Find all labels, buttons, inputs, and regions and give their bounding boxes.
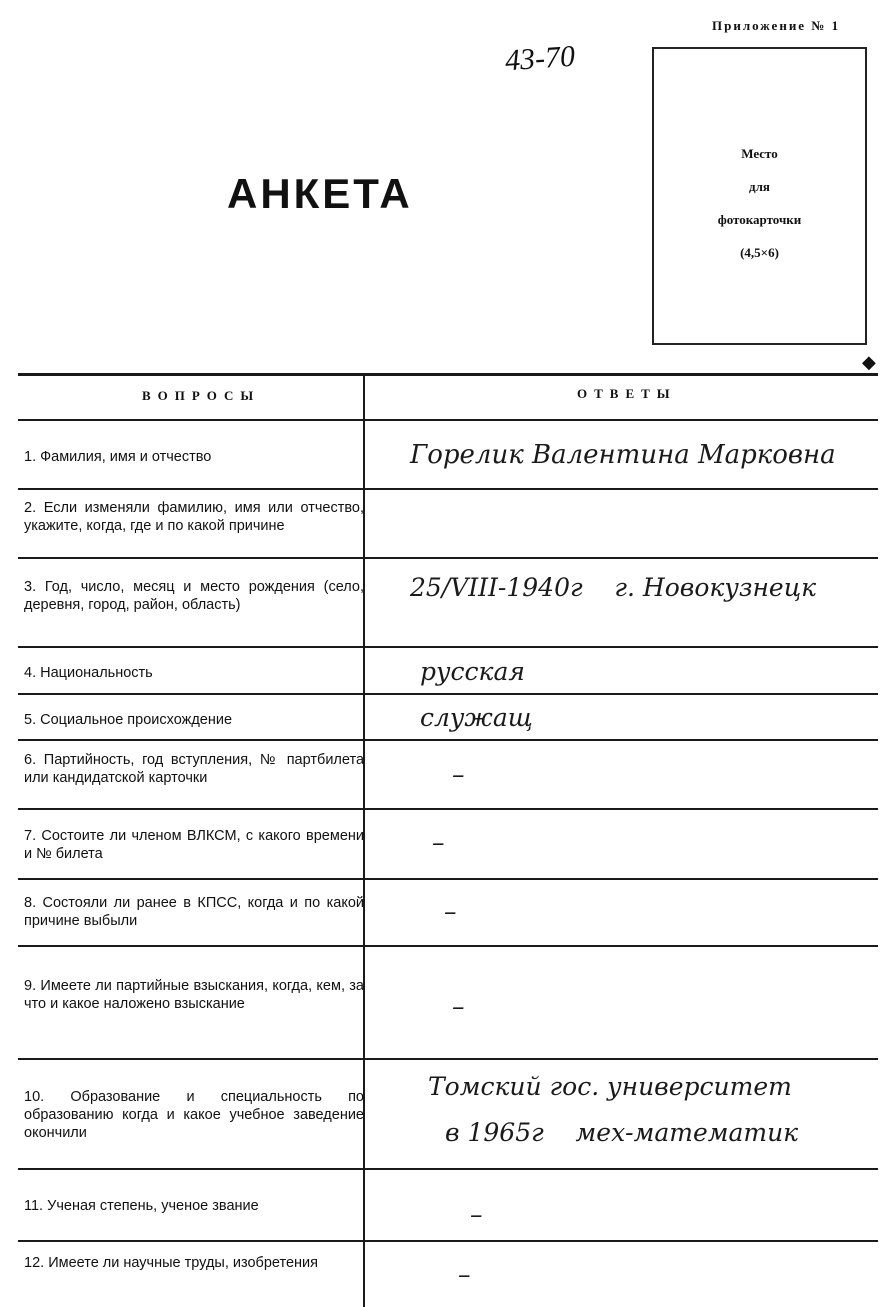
photo-label-line4: (4,5×6): [740, 245, 779, 260]
answer-party: –: [452, 760, 465, 789]
photo-label-line2: для: [749, 179, 770, 194]
scan-mark: ◆: [862, 352, 876, 372]
question-row: [24, 827, 364, 863]
question-number: 3.: [24, 579, 37, 595]
answer-cpsu: –: [444, 897, 457, 926]
answer-social-origin: служащ: [420, 703, 533, 732]
photo-label-line1: Место: [741, 146, 778, 161]
question-text: Партийность, год вступления, № партбилета или кандидатской карточки: [24, 752, 365, 786]
question-number: 5.: [24, 712, 37, 728]
question-number: 9.: [24, 978, 37, 994]
row-rule: [18, 1168, 878, 1170]
question-number: 8.: [24, 895, 37, 911]
answer-education-line2: в 1965г мех-математик: [445, 1118, 799, 1147]
question-row: [24, 711, 364, 729]
photo-label-line3: фотокарточки: [717, 212, 802, 227]
form-title: АНКЕТА: [227, 170, 413, 217]
question-text: Национальность: [40, 665, 153, 681]
answers-column-header: ОТВЕТЫ: [577, 386, 677, 401]
row-rule: [18, 808, 878, 810]
question-row: [24, 664, 364, 682]
table-top-rule: [18, 373, 878, 376]
question-row: [24, 751, 364, 787]
photo-placeholder-box: [652, 47, 867, 345]
question-text: Имеете ли партийные взыскания, когда, кем, за что и какое наложено взыскание: [24, 978, 364, 1012]
row-rule: [18, 1058, 878, 1060]
row-rule: [18, 945, 878, 947]
question-row: [24, 1197, 364, 1215]
row-rule: [18, 693, 878, 695]
question-text: Образование и специальность по образованию когда и какое учебное заведение окончили: [24, 1089, 364, 1141]
question-row: [24, 1254, 364, 1272]
question-number: 1.: [24, 449, 37, 465]
questions-column-header: ВОПРОСЫ: [142, 388, 261, 403]
question-number: 4.: [24, 665, 37, 681]
question-row: [24, 977, 364, 1013]
answer-komsomol: –: [432, 828, 445, 857]
question-number: 12.: [24, 1255, 45, 1271]
question-row: [24, 894, 364, 930]
row-rule: [18, 878, 878, 880]
row-rule: [18, 557, 878, 559]
answer-degree: –: [470, 1200, 483, 1229]
question-text: Состоите ли членом ВЛКСМ, с какого времени и № билета: [24, 828, 364, 862]
handwritten-number: 43-70: [503, 39, 577, 78]
question-text: Состояли ли ранее в КПСС, когда и по какой причине выбыли: [24, 895, 364, 929]
question-row: [24, 578, 364, 614]
question-row: [24, 499, 364, 535]
question-number: 6.: [24, 752, 37, 768]
answer-birth: 25/VIII-1940г г. Новокузнецк: [410, 573, 817, 602]
row-rule: [18, 488, 878, 490]
row-rule: [18, 1240, 878, 1242]
answer-full-name: Горелик Валентина Марковна: [410, 440, 836, 470]
question-number: 11.: [24, 1198, 44, 1214]
question-number: 10.: [24, 1089, 45, 1105]
answer-education-line1: Томский гос. университет: [428, 1072, 792, 1101]
question-row: [24, 448, 364, 466]
question-text: Имеете ли научные труды, изобретения: [48, 1255, 318, 1271]
question-text: Фамилия, имя и отчество: [40, 449, 212, 465]
question-text: Ученая степень, ученое звание: [47, 1198, 259, 1214]
answer-nationality: русская: [420, 657, 525, 686]
question-number: 7.: [24, 828, 37, 844]
row-rule: [18, 739, 878, 741]
question-number: 2.: [24, 500, 37, 516]
row-rule: [18, 646, 878, 648]
question-text: Социальное происхождение: [40, 712, 233, 728]
answer-works: –: [458, 1260, 471, 1289]
question-text: Если изменяли фамилию, имя или отчество, укажите, когда, где и по какой причине: [24, 500, 364, 534]
question-text: Год, число, месяц и место рождения (село, деревня, город, район, область): [24, 579, 364, 613]
answer-penalties: –: [452, 992, 465, 1021]
header-rule: [18, 419, 878, 421]
question-row: [24, 1088, 364, 1142]
appendix-label: Приложение № 1: [712, 18, 841, 33]
